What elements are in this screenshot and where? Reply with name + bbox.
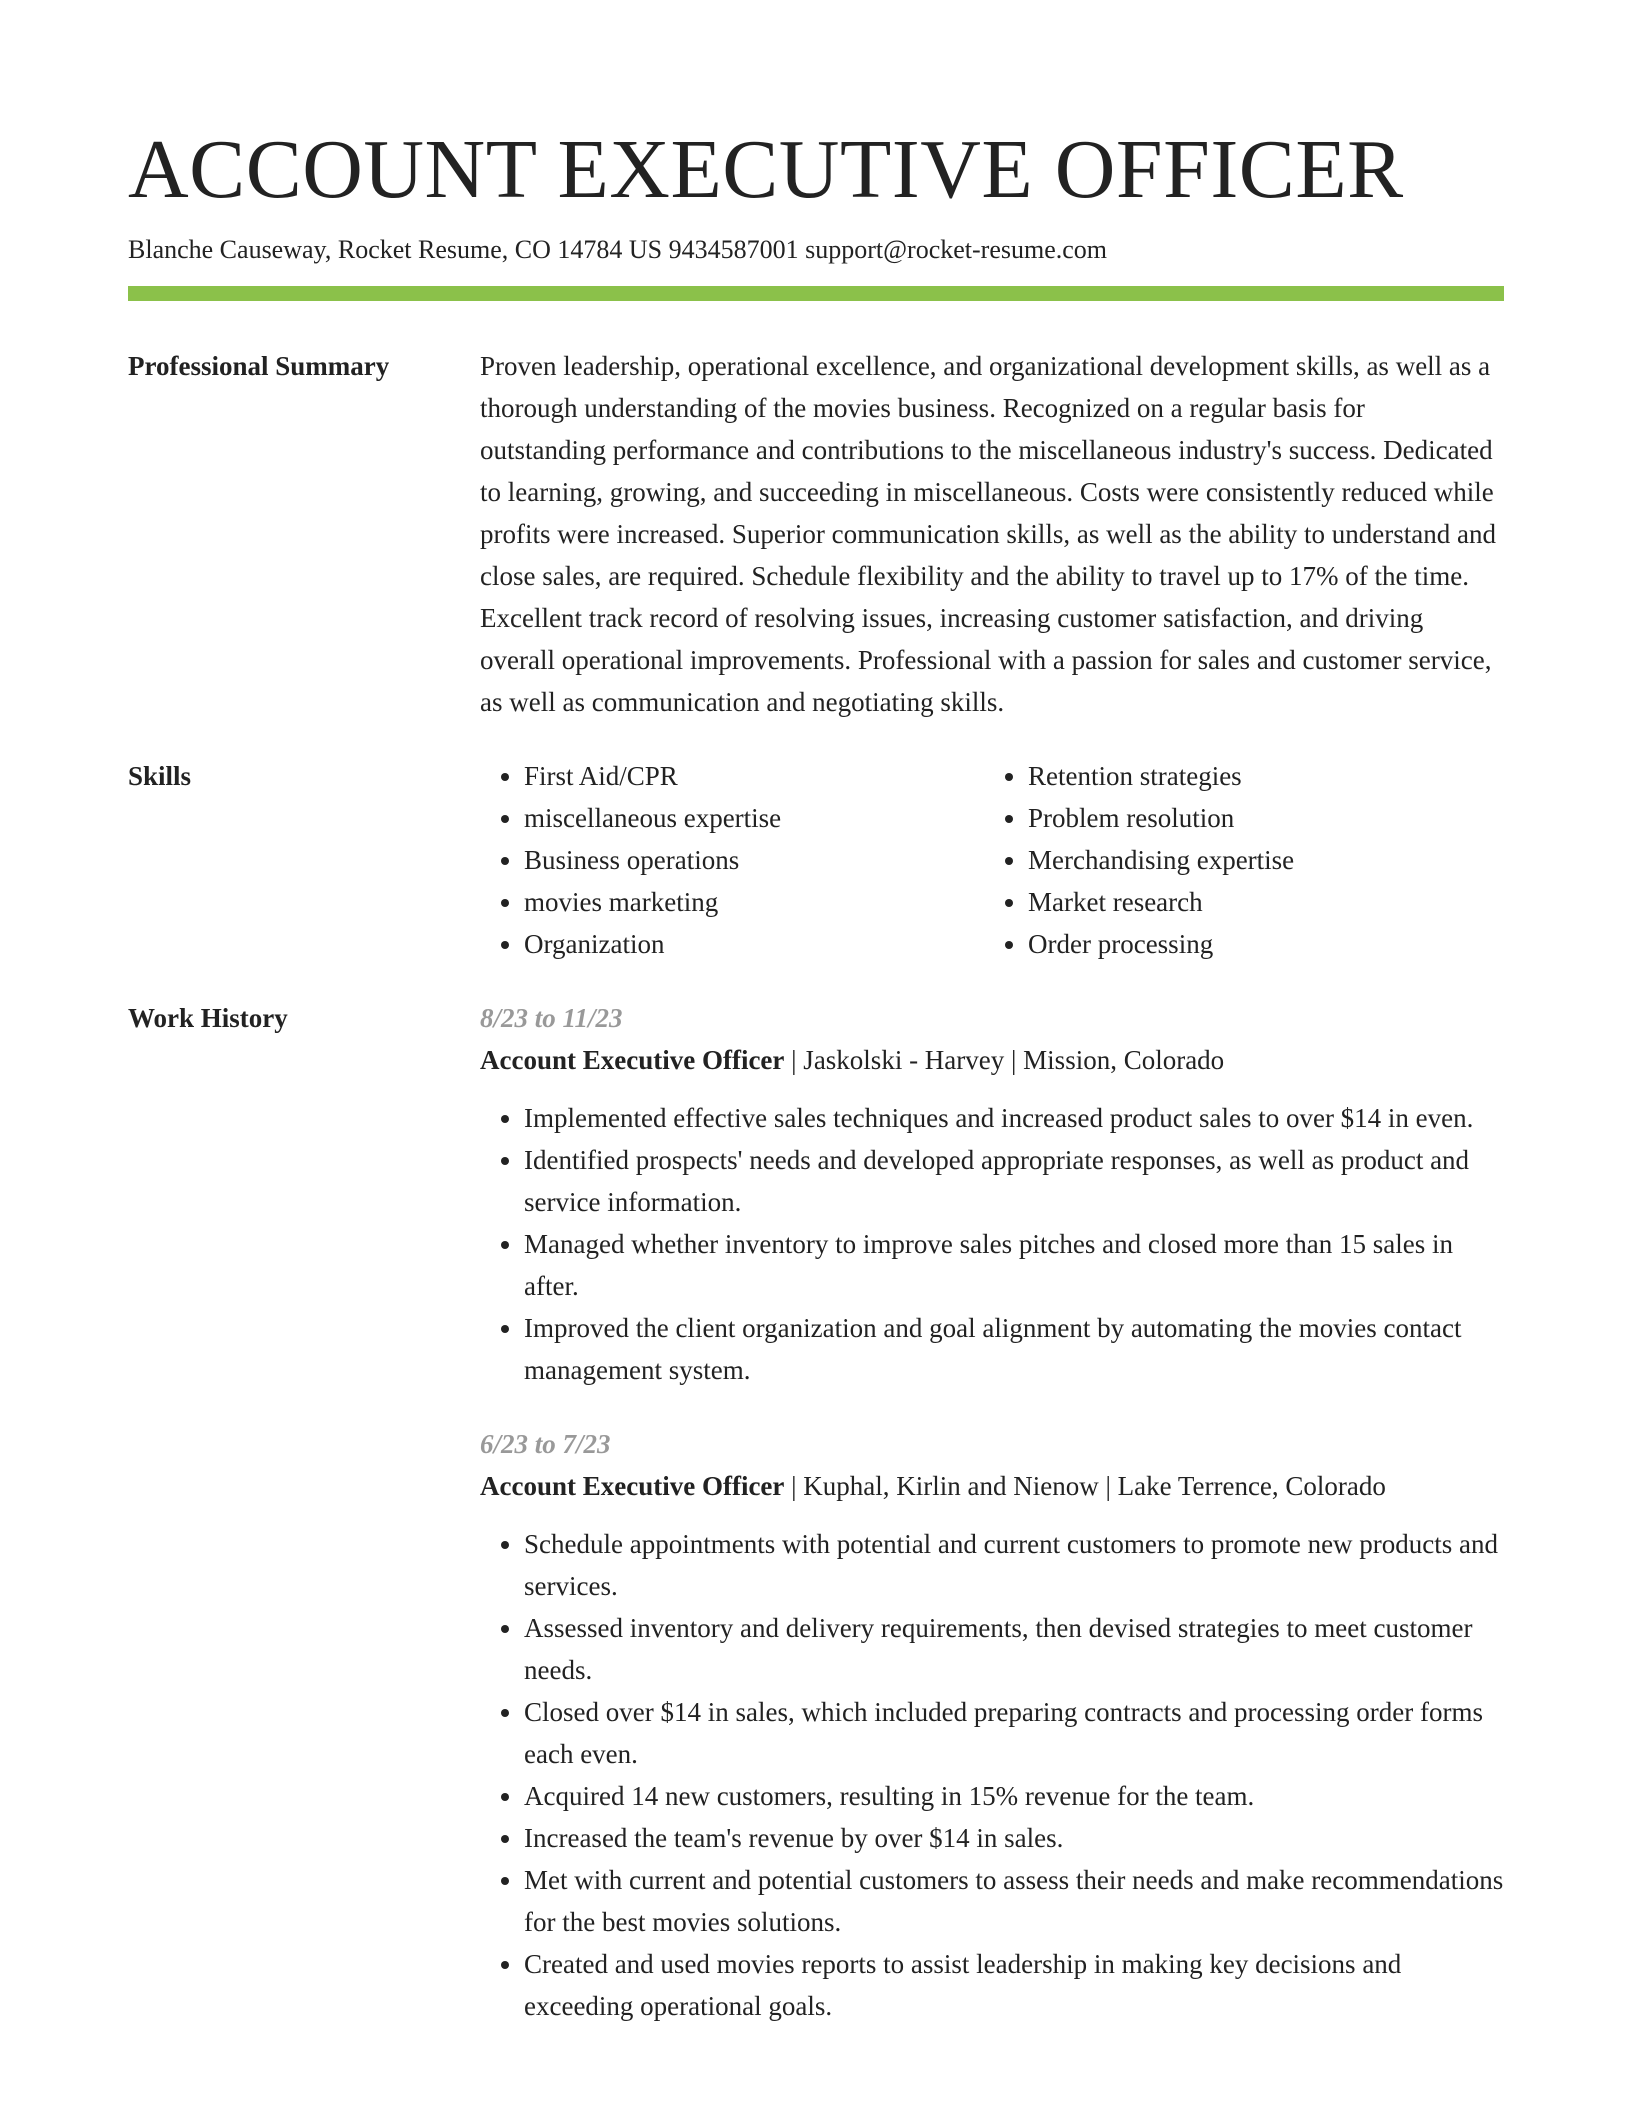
summary-body <box>480 345 1504 723</box>
job-title-line <box>480 1039 1504 1081</box>
skill-item: • Market research <box>1028 881 1548 923</box>
work-history-section <box>128 997 1504 2027</box>
job-role: Account Executive Officer <box>480 1471 785 1501</box>
skill-item: • Organization <box>524 923 984 965</box>
job-employer-location: | Kuphal, Kirlin and Nienow | Lake Terrence, Colorado <box>784 1471 1386 1501</box>
skill-item: • Business operations <box>524 839 984 881</box>
skill-item: • Retention strategies <box>1028 755 1548 797</box>
skills-section <box>128 755 1504 965</box>
job-bullet: • Implemented effective sales techniques and increased product sales to over $14 in even. <box>524 1097 1504 1139</box>
work-history-body <box>480 997 1504 2027</box>
job-entry <box>480 997 1504 1391</box>
skill-item: • miscellaneous expertise <box>524 797 984 839</box>
skill-item: • Problem resolution <box>1028 797 1548 839</box>
job-employer-location: | Jaskolski - Harvey | Mission, Colorado <box>784 1045 1225 1075</box>
job-bullet: • Increased the team's revenue by over $14 in sales. <box>524 1817 1504 1859</box>
job-entry <box>480 1423 1504 2027</box>
job-bullets <box>480 1097 1504 1391</box>
skill-item: • movies marketing <box>524 881 984 923</box>
summary-heading: Professional Summary <box>128 351 390 381</box>
job-bullet: • Managed whether inventory to improve sales pitches and closed more than 15 sales in after. <box>524 1223 1504 1307</box>
job-title-line <box>480 1465 1504 1507</box>
contact-line: Blanche Causeway, Rocket Resume, CO 14784 US 9434587001 support@rocket-resume.com <box>128 235 1108 264</box>
skills-columns <box>480 755 1548 965</box>
accent-divider <box>128 286 1504 301</box>
resume-page <box>128 118 1504 2027</box>
job-role: Account Executive Officer <box>480 1045 785 1075</box>
job-dates: 6/23 to 7/23 <box>480 1429 611 1459</box>
work-history-heading: Work History <box>128 1003 288 1033</box>
job-bullet: • Assessed inventory and delivery requirements, then devised strategies to meet customer needs. <box>524 1607 1504 1691</box>
skills-list-left <box>480 755 984 965</box>
skill-item: • Merchandising expertise <box>1028 839 1548 881</box>
summary-section <box>128 345 1504 723</box>
job-bullet: • Identified prospects' needs and developed appropriate responses, as well as product and service information. <box>524 1139 1504 1223</box>
job-bullet: • Met with current and potential customers to assess their needs and make recommendations for the best movies solutions. <box>524 1859 1504 1943</box>
skills-heading: Skills <box>128 761 192 791</box>
skills-list-right <box>984 755 1548 965</box>
job-bullet: • Closed over $14 in sales, which included preparing contracts and processing order forms each even. <box>524 1691 1504 1775</box>
skill-item: • First Aid/CPR <box>524 755 984 797</box>
job-bullet: • Schedule appointments with potential and current customers to promote new products and services. <box>524 1523 1504 1607</box>
skill-item: • Order processing <box>1028 923 1548 965</box>
summary-text: Proven leadership, operational excellence, and organizational development skills, as well as a thorough understanding of the movies business. Recognized on a regular basis for outstanding performance and contributions to the miscellaneous industry's success. Dedicated to learning, growing, and succeeding in miscellaneous. Costs were consistently reduced while profits were increased. Superior communication skills, as well as the ability to understand and close sales, are required. Schedule flexibility and the ability to travel up to 17% of the time. Excellent track record of resolving issues, increasing customer satisfaction, and driving overall operational improvements. Professional with a passion for sales and customer service, as well as communication and negotiating skills. <box>480 351 1496 717</box>
job-bullet: • Created and used movies reports to assist leadership in making key decisions and exceeding operational goals. <box>524 1943 1504 2027</box>
resume-title: ACCOUNT EXECUTIVE OFFICER <box>128 123 1404 216</box>
job-dates: 8/23 to 11/23 <box>480 1003 623 1033</box>
job-bullet: • Acquired 14 new customers, resulting in 15% revenue for the team. <box>524 1775 1504 1817</box>
job-bullets <box>480 1523 1504 2027</box>
job-bullet: • Improved the client organization and goal alignment by automating the movies contact management system. <box>524 1307 1504 1391</box>
